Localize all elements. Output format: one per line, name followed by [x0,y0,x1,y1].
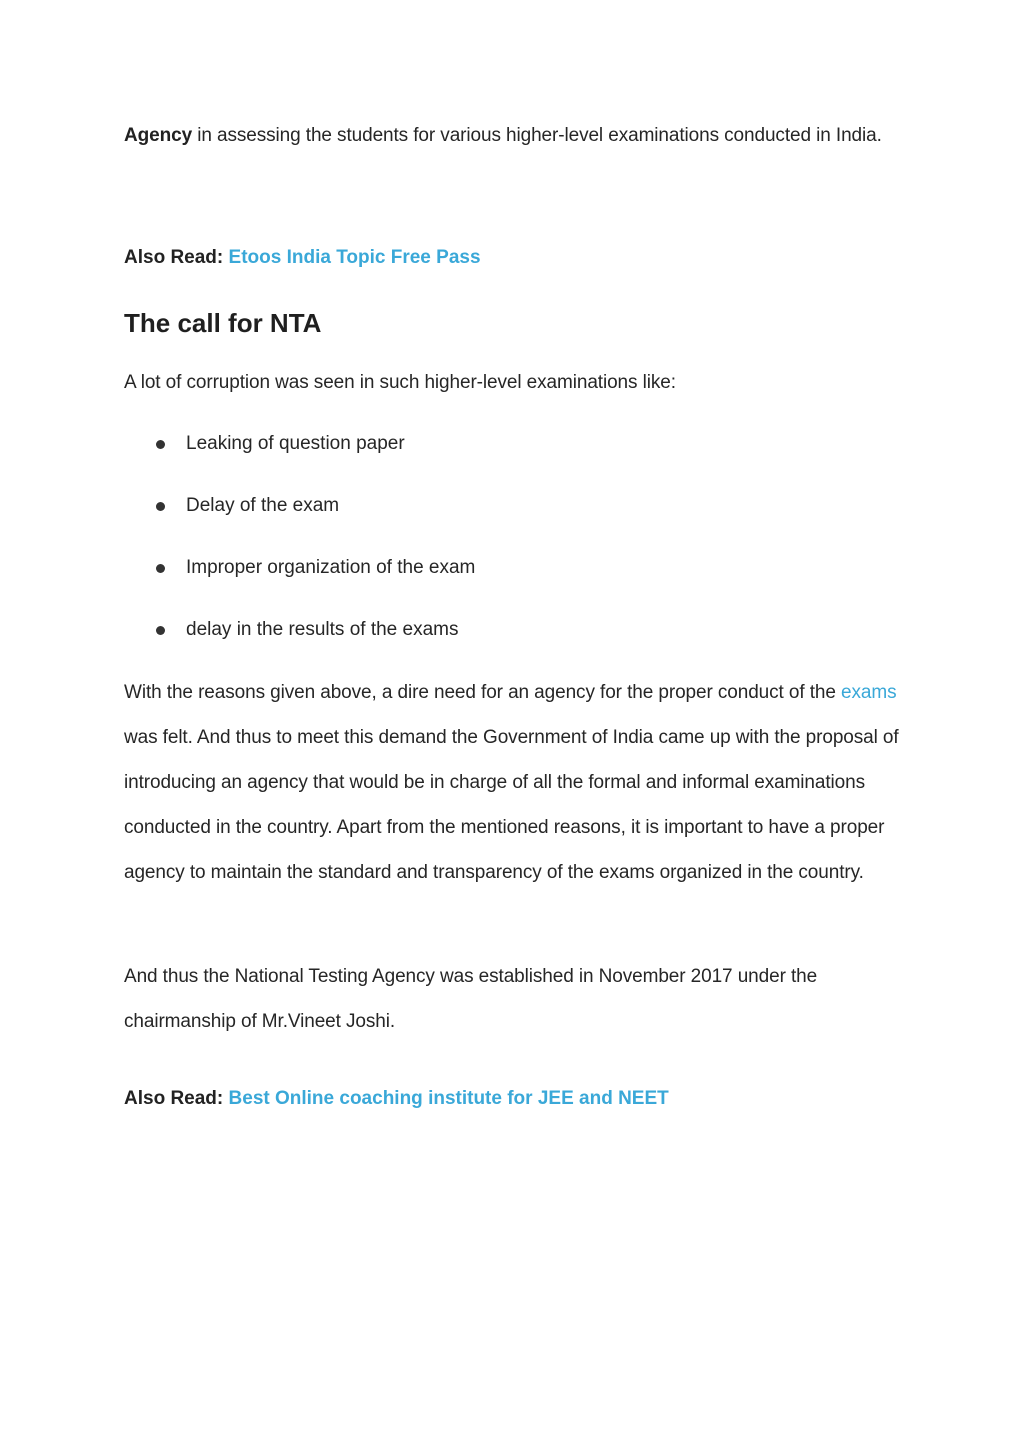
bullet-icon [156,564,165,573]
corruption-list [124,430,904,650]
also-read-2-link[interactable]: Best Online coaching institute for JEE and NEET [228,1088,669,1109]
reasons-text-after: was felt. And thus to meet this demand the Government of India came up with the proposal of introducing an agency that would be in charge of all the formal and informal examinations conducted in the country. Apart from the mentioned reasons, it is important to have a proper agency to maintain the standard and transparency of the exams organized in the country. [124,727,899,883]
reasons-text-before: With the reasons given above, a dire need for an agency for the proper conduct of the [124,682,842,703]
section-lead: A lot of corruption was seen in such higher-level examinations like: [124,372,676,393]
also-read-2-label: Also Read: [124,1088,229,1109]
list-item-text: Improper organization of the exam [186,557,476,578]
list-item-text: Delay of the exam [186,495,340,516]
also-read-1-label: Also Read: [124,247,229,268]
also-read-1-link[interactable]: Etoos India Topic Free Pass [228,247,481,268]
intro-bold-term: Agency [124,125,193,146]
reasons-paragraph [124,670,904,895]
exams-link[interactable]: exams [841,682,897,703]
also-read-1 [124,243,904,273]
also-read-2 [124,1084,904,1114]
list-item-text: Leaking of question paper [186,433,405,454]
intro-paragraph [124,113,904,158]
intro-text: in assessing the students for various higher-level examinations conducted in India. [192,125,882,146]
section-heading: The call for NTA [124,308,322,338]
bullet-icon [156,626,165,635]
list-item-text: delay in the results of the exams [186,619,459,640]
establishment-paragraph: And thus the National Testing Agency was established in November 2017 under the chairmanship of Mr.Vineet Joshi. [124,966,818,1032]
bullet-icon [156,502,165,511]
bullet-icon [156,440,165,449]
